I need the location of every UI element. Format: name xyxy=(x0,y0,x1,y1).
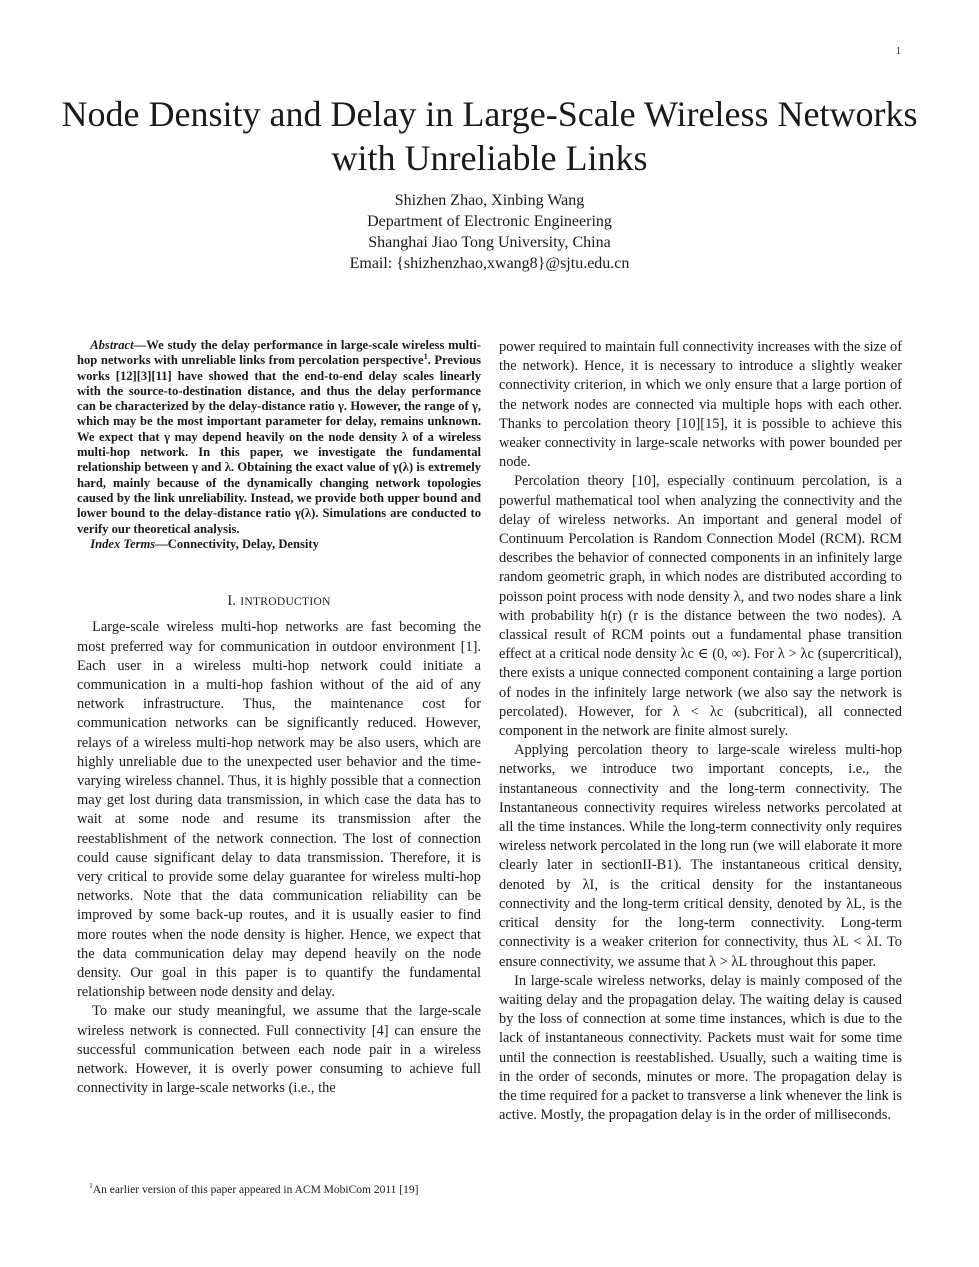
right-paragraph-4: In large-scale wireless networks, delay is mainly composed of the waiting delay and the propagation delay. The waiting delay is caused by the loss of connection at some time instances, which is due to the lack of instantaneous connectivity. Packets must wait for some time until the connection is reestablished. Usually, such a waiting time is in the order of seconds, minutes or more. The propagation delay is the time required for a packet to transverse a link whenever the link is active. Mostly, the propagation delay is in the order of milliseconds. xyxy=(499,972,902,1124)
author-names: Shizhen Zhao, Xinbing Wang xyxy=(394,192,585,209)
abstract-text-1: —We study the delay performance in large-scale wireless multi-hop networks with unreliable links from percolation perspective xyxy=(77,338,481,368)
intro-paragraph-1: Large-scale wireless multi-hop networks are fast becoming the most preferred way for communication in outdoor environment [1]. Each user in a wireless multi-hop network could initiate a communication in a multi-hop fashion without of the aid of any network infrastructure. Thus, the maintenance cost for communication networks can be significantly reduced. However, relays of a wireless multi-hop network may be also users, which are highly unreliable due to the unexpected user behavior and the time-varying wireless channel. Thus, it is highly possible that a connection may get lost during data transmission, in which case the data has to wait at some node and resume its transmission after the reestablishment of the network connection. The lost of connection could cause significant delay to data transmission. Therefore, it is very critical to provide some delay guarantee for wireless multi-hop networks. Note that the data communication reliability can be improved by some back-up routes, and it is usually easier to find more routes when the node density is higher. Hence, we expect that the data communication delay may depend heavily on the node density. Our goal in this paper is to quantify the fundamental relationship between node density and delay. xyxy=(77,619,481,1001)
intro-paragraph-2: To make our study meaningful, we assume that the large-scale wireless network is connected. Full connectivity [4] can ensure the successful communication between each node pair in a wireless network. However, it is overly power consuming to achieve full connectivity in large-scale networks (i.e., the xyxy=(77,1003,481,1097)
footnote-text: An earlier version of this paper appeared in ACM MobiCom 2011 [19] xyxy=(92,1184,419,1196)
index-terms-text: —Connectivity, Delay, Density xyxy=(155,536,319,551)
footnote-marker: 1 xyxy=(423,352,428,362)
abstract-text-2: . Previous works [12][3][11] have showed that the end-to-end delay scales linearly with the source-to-destination distance, and thus the delay performance can be characterized by the delay-distance ratio γ. However, the range of γ, which may be the most important parameter for delay, remains unknown. We expect that γ may depend heavily on the node density λ of a wireless multi-hop network. In this paper, we investigate the fundamental relationship between γ and λ. Obtaining the exact value of γ(λ) is extremely hard, mainly because of the dynamically changing network topologies caused by the link unreliability. Instead, we provide both upper bound and lower bound to the delay-distance ratio γ(λ). Simulations are conducted to verify our theoretical analysis. xyxy=(77,353,481,536)
footnote-mark: 1 xyxy=(89,1181,93,1191)
author-university: Shanghai Jiao Tong University, China xyxy=(368,234,611,251)
author-email: Email: {shizhenzhao,xwang8}@sjtu.edu.cn xyxy=(349,255,630,272)
section-name: INTRODUCTION xyxy=(240,596,331,609)
right-paragraph-1: power required to maintain full connectivity increases with the size of the network). Hence, it is necessary to introduce a slightly weaker connectivity criterion, in which we only ensure that a large portion of the network nodes are connected via multiple hops with each other. Thanks to percolation theory [10][15], it is possible to achieve this weaker connectivity in large-scale networks with power bounded per node. xyxy=(499,339,902,471)
footnote xyxy=(77,1183,481,1198)
abstract xyxy=(77,338,481,537)
abstract-label: Abstract xyxy=(90,338,134,352)
page-number: 1 xyxy=(896,46,901,57)
paper-title: Node Density and Delay in Large-Scale Wireless Networks with Unreliable Links xyxy=(61,94,918,178)
right-paragraph-3: Applying percolation theory to large-scale wireless multi-hop networks, we introduce two important concepts, i.e., the instantaneous connectivity and the long-term connectivity. The Instantaneous connectivity requires wireless networks percolated at all the time instances. While the long-term connectivity only requires wireless network percolated in the long run (we will elaborate it more clearly later in sectionII-B1). The instantaneous critical density, denoted by λI, is the critical density for the instantaneous connectivity and the long-term critical density, denoted by λL, is the critical density for the long-term connectivity. Long-term connectivity is a weaker criterion for connectivity, thus λL < λI. To ensure connectivity, we assume that λ > λL throughout this paper. xyxy=(499,742,902,970)
index-terms-label: Index Terms xyxy=(90,536,156,551)
right-paragraph-2: Percolation theory [10], especially continuum percolation, is a powerful mathematical tool when analyzing the connectivity and the delay of wireless networks. An important and general model of Continuum Percolation is Random Connection Model (RCM). RCM describes the behavior of connected components in an infinitely large random geometric graph, in which nodes are distributed according to poisson point process with node density λ, and two nodes share a link with probability h(r) (r is the distance between the two nodes). A classical result of RCM points out a fundamental phase transition effect at a critical node density λc ∈ (0, ∞). For λ > λc (supercritical), there exists a unique connected component containing a large portion of nodes in the infinitely large network (we also say the network is percolated). However, for λ < λc (subcritical), all connected component in the network are finite almost surely. xyxy=(499,473,902,740)
author-department: Department of Electronic Engineering xyxy=(367,213,612,230)
left-column xyxy=(77,338,481,1098)
section-heading-introduction xyxy=(77,592,481,612)
section-numeral: I. xyxy=(227,593,241,610)
right-column xyxy=(499,338,902,1125)
author-block xyxy=(40,190,939,274)
index-terms xyxy=(77,537,481,552)
